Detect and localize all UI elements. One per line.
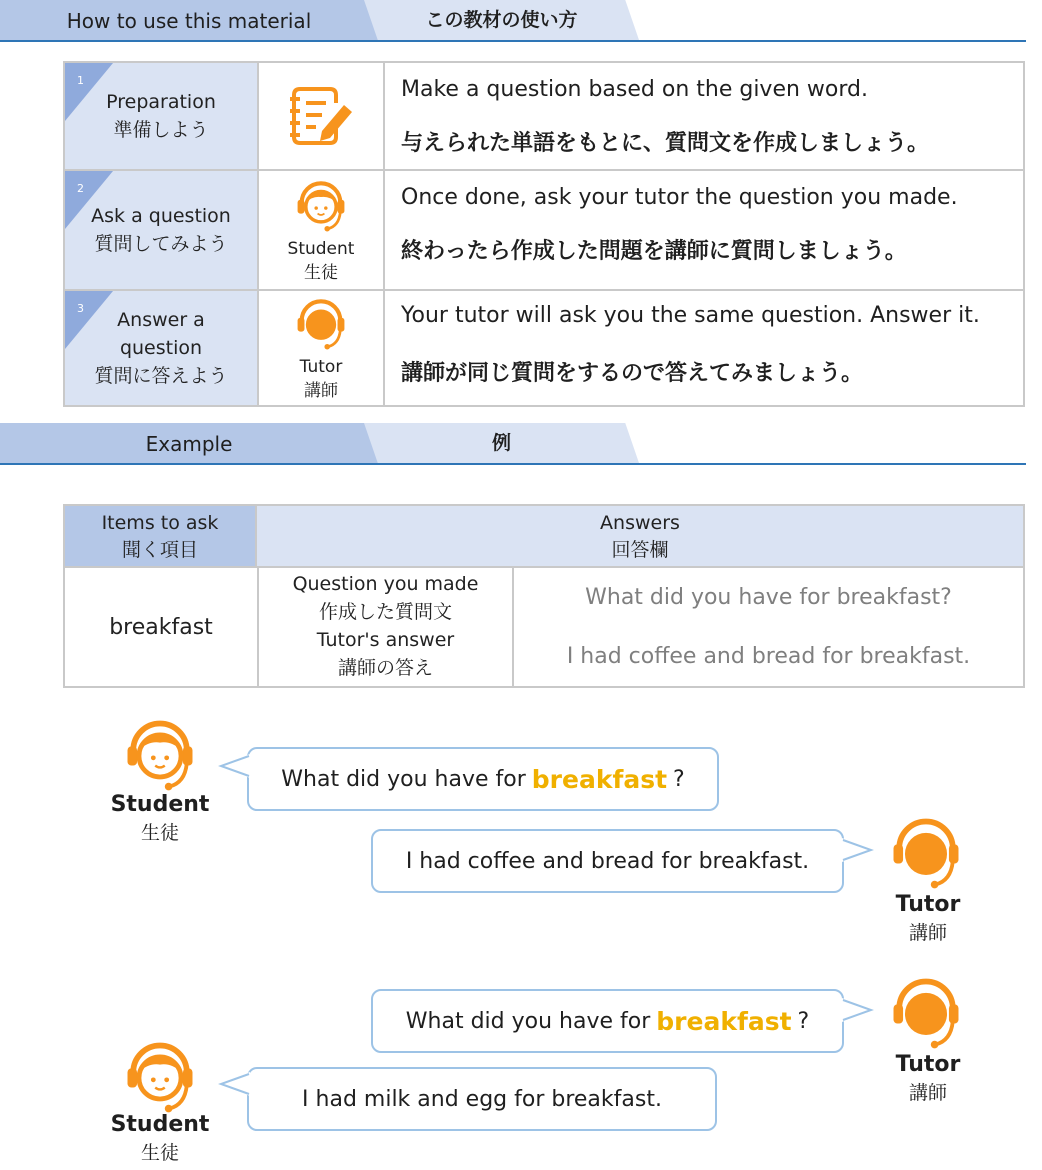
example-header-row [65,506,1023,568]
step-row-answer [65,291,1023,405]
speech-bubble-question [371,989,844,1053]
bubble-text: What did you have for [405,1008,651,1034]
step-text-cell [385,291,1023,405]
keyword-text: breakfast [531,764,668,794]
question-label-ja: 作成した質問文 [318,601,452,623]
bubble-text: What did you have for [281,766,526,792]
tutor-name-ja: 講師 [908,1082,947,1104]
answer-values [514,568,1023,686]
step-number: 2 [77,182,84,195]
question-label-en: Question you made [292,573,479,595]
answers-header-ja: 回答欄 [611,539,669,561]
answers-header [257,506,1023,566]
bubble-tail [840,836,874,866]
student-name-ja: 生徒 [140,1142,179,1164]
section-title-ja: 例 [491,432,511,454]
item-word: breakfast [65,568,259,686]
step-label-ja: 準備しよう [113,119,209,141]
answer-label-en: Tutor's answer [316,629,455,651]
speech-bubble-question [247,747,719,811]
keyword-text: breakfast [656,1006,792,1036]
answer-labels [259,568,514,686]
step-text-ja: 終わったら作成した問題を講師に質問しましょう。 [401,239,907,264]
section-title-en: Example [145,432,233,456]
answer-label-ja: 講師の答え [337,657,433,679]
tutor-headset-icon [884,970,968,1056]
bubble-text: ? [797,1008,810,1034]
step-icon-cell [259,63,385,169]
speech-bubble-answer [247,1067,717,1131]
student-label [100,1110,220,1166]
answer-value: I had coffee and bread for breakfast. [566,644,971,669]
student-name-ja: 生徒 [140,822,179,844]
section-title-ja: この教材の使い方 [425,9,578,31]
section-header-how-to [0,0,1026,42]
bubble-text: I had coffee and bread for breakfast. [405,848,810,874]
items-header-ja: 聞く項目 [121,539,198,561]
step-label-en: Preparation [106,91,216,113]
step-text-ja: 講師が同じ質問をするので答えてみましょう。 [401,361,864,386]
bubble-text: ? [673,766,685,792]
tutor-name-en: Tutor [895,1052,961,1077]
steps-table [63,61,1025,407]
tutor-label [868,1050,988,1106]
bubble-tail [218,752,252,782]
step-text-en: Once done, ask your tutor the question you made. [401,185,958,210]
student-headset-icon [118,712,202,798]
step-icon-cell [259,171,385,289]
notepad-pencil-icon [286,81,356,151]
step-text-cell [385,171,1023,289]
student-headset-icon [118,1034,202,1120]
step-label-cell [65,291,259,405]
step-label-cell [65,171,259,289]
items-header-en: Items to ask [101,512,219,534]
student-name-en: Student [110,1112,210,1137]
section-title-en: How to use this material [66,9,312,33]
step-row-preparation [65,63,1023,171]
tutor-headset-icon [293,293,349,355]
tutor-name-ja: 講師 [908,922,947,944]
student-label [100,790,220,846]
role-label-ja: 講師 [304,381,338,401]
question-value: What did you have for breakfast? [585,585,952,610]
role-label-ja: 生徒 [304,263,338,283]
step-label-ja: 質問に答えよう [94,365,228,387]
role-label-en: Student [287,239,355,259]
speech-bubble-answer [371,829,844,893]
step-number: 3 [77,302,84,315]
step-label-cell [65,63,259,169]
step-label-en: Ask a question [91,205,231,227]
tutor-name-en: Tutor [895,892,961,917]
example-table [63,504,1025,688]
step-row-ask [65,171,1023,291]
student-name-en: Student [110,792,210,817]
student-headset-icon [293,175,349,237]
step-number: 1 [77,74,84,87]
step-label-ja: 質問してみよう [94,233,228,255]
answers-header-en: Answers [600,512,680,534]
example-row [65,568,1023,686]
bubble-text: I had milk and egg for breakfast. [302,1086,662,1112]
tutor-label [868,890,988,946]
bubble-tail [840,996,874,1026]
tutor-headset-icon [884,810,968,896]
step-label-en: Answer a question [117,309,205,359]
section-header-example [0,423,1026,465]
role-label-en: Tutor [299,357,343,377]
step-text-ja: 与えられた単語をもとに、質問文を作成しましょう。 [401,131,930,156]
step-text-en: Your tutor will ask you the same question. Answer it. [401,303,980,328]
bubble-tail [218,1070,252,1100]
step-icon-cell [259,291,385,405]
items-header [65,506,257,566]
step-text-en: Make a question based on the given word. [401,77,868,102]
step-text-cell [385,63,1023,169]
